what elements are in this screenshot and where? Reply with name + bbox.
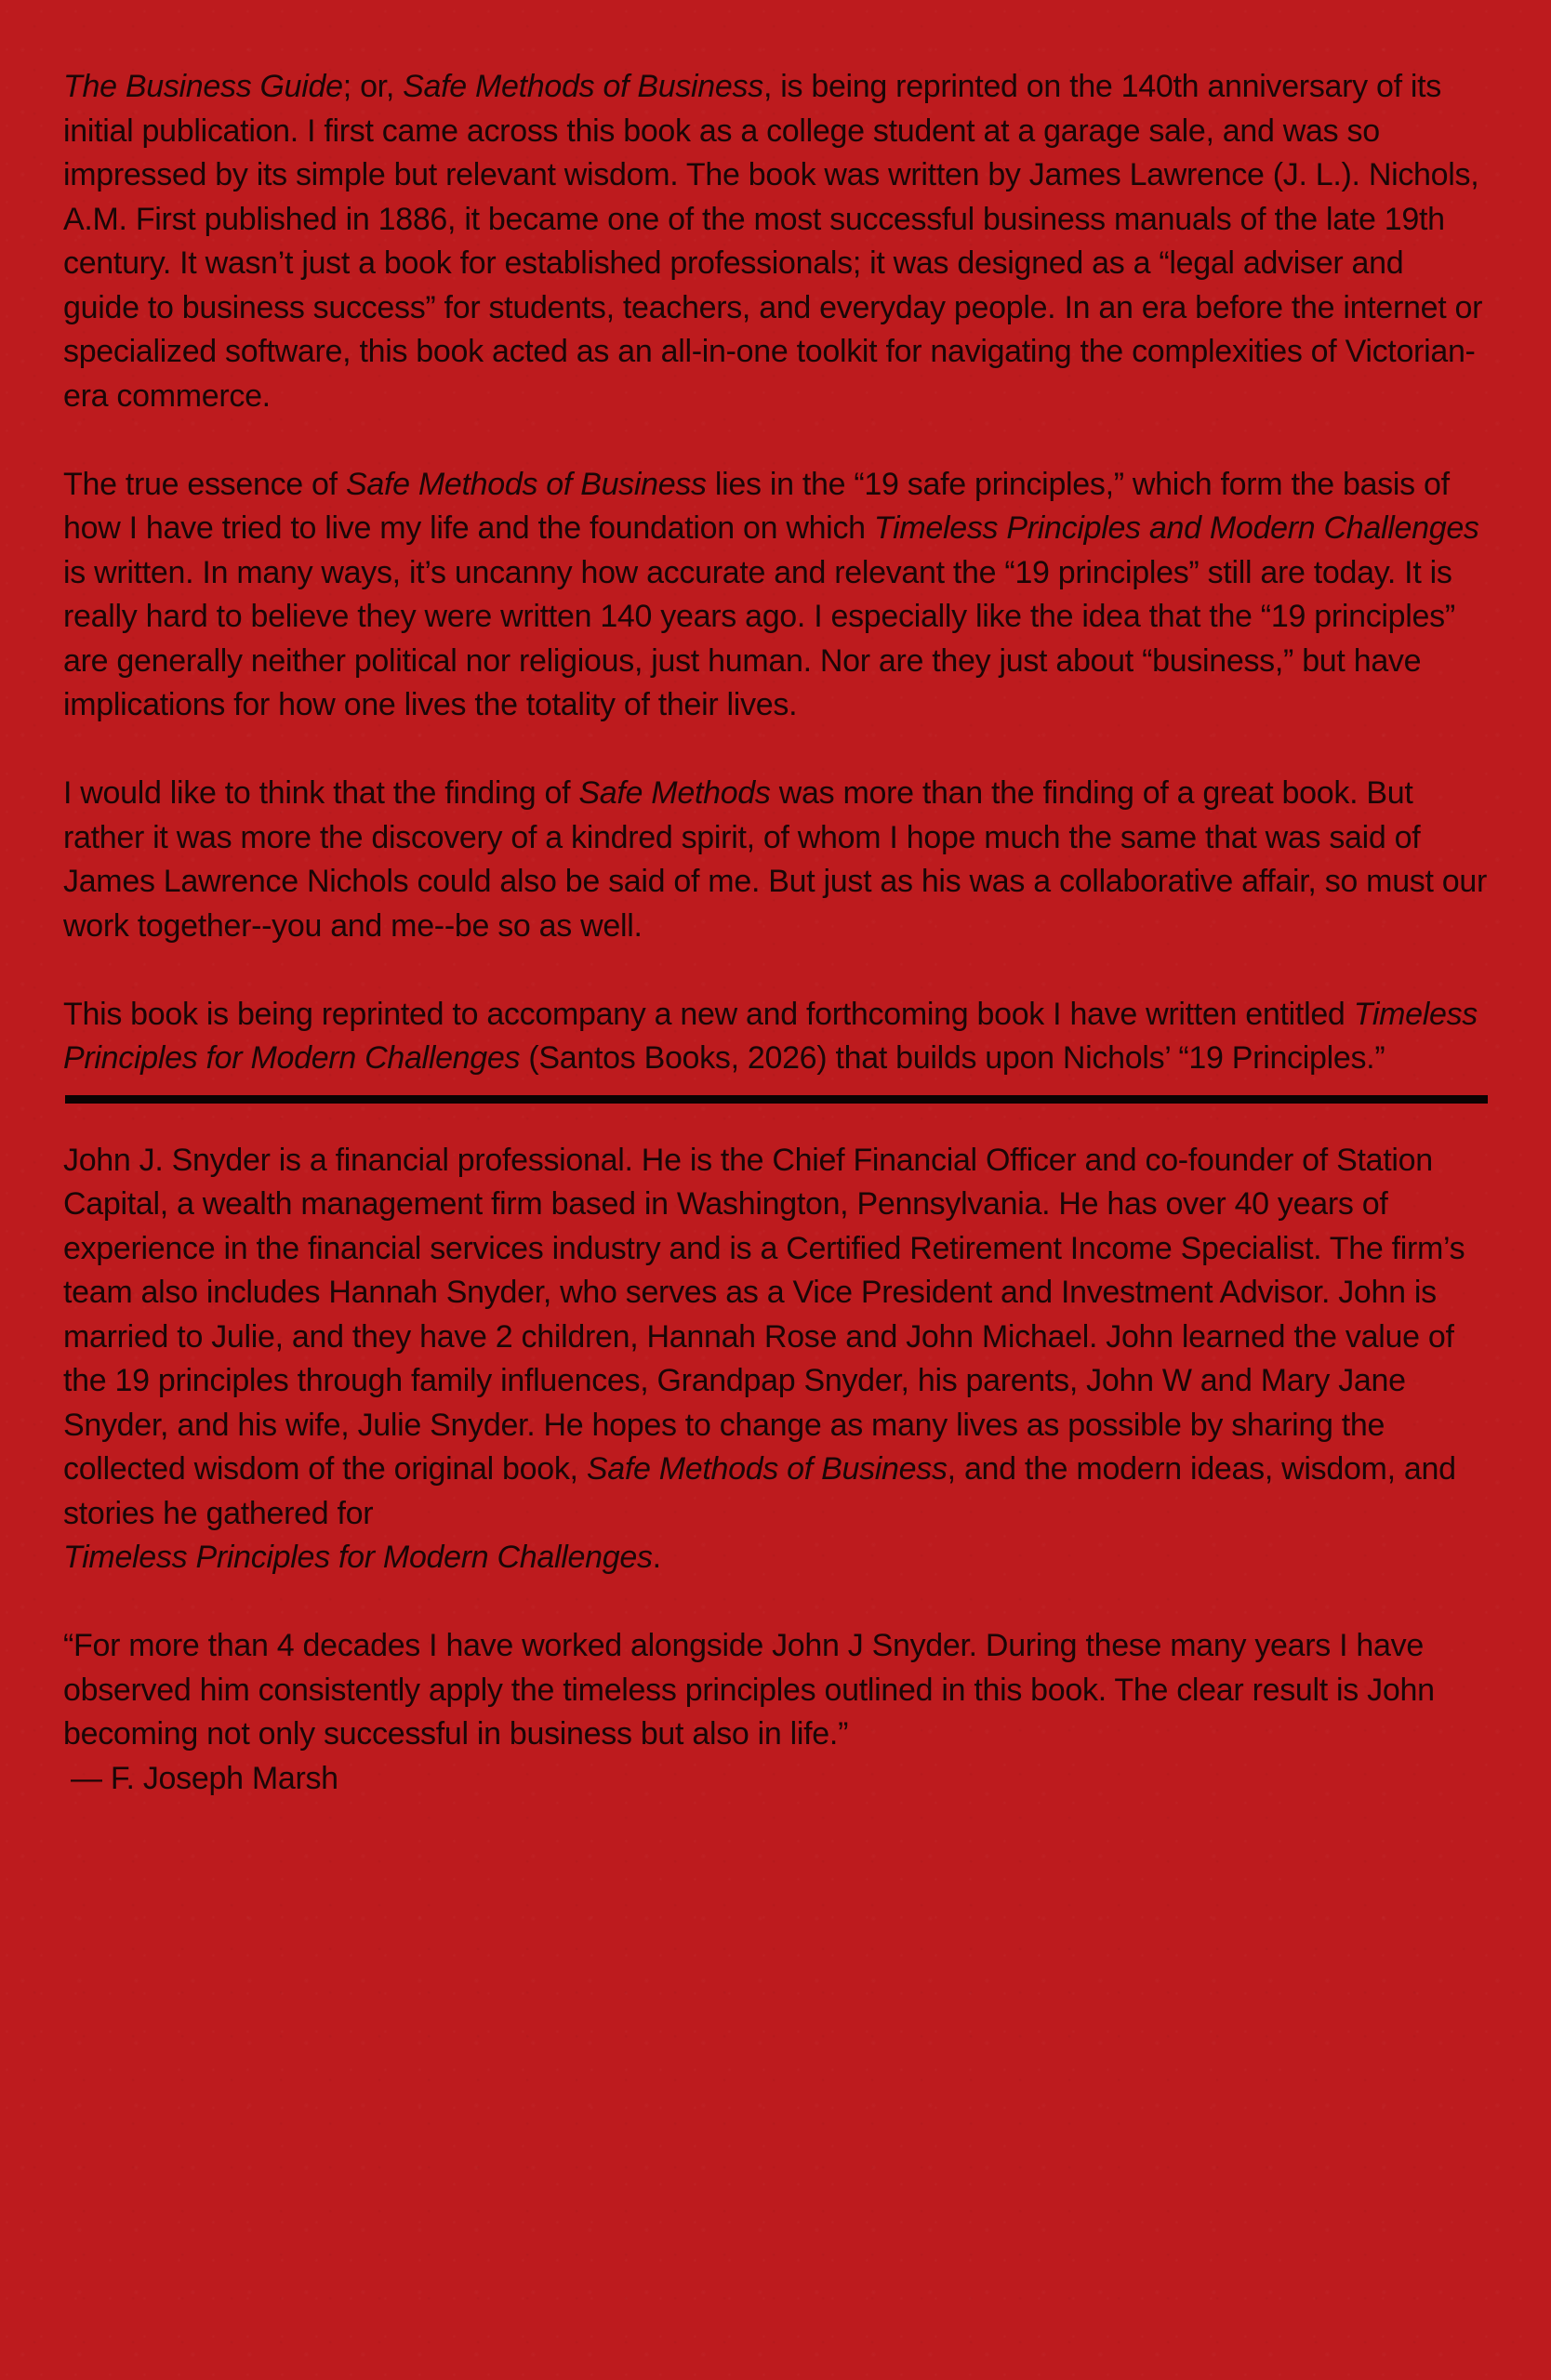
intro-paragraph-1-text: ; or, [342, 69, 404, 104]
intro-paragraph-3-text: I would like to think that the finding of [63, 775, 579, 811]
author-bio-text: . [652, 1540, 661, 1575]
intro-paragraph-4-text: (Santos Books, 2026) that builds upon Nichols’ “19 Principles.” [520, 1040, 1385, 1076]
intro-paragraph-2-text: The true essence of [63, 466, 346, 502]
book-title-timeless-principles: Timeless Principles for Modern Challenges [63, 1540, 653, 1575]
book-title-timeless-principles: Timeless Principles for Modern Challenges [63, 996, 1478, 1076]
testimonial [63, 1624, 1488, 1801]
intro-paragraph-2-text: is written. In many ways, it’s uncanny how accurate and relevant the “19 principles” still are today. It is really hard to believe they were written 140 years ago. I especially like the idea that the “19 principles” are generally neither political nor religious, just human. Nor are they just about “business,” but have implications for how one lives the totality of their lives. [63, 554, 1455, 722]
intro-paragraph-4 [63, 993, 1488, 1081]
intro-paragraph-2 [63, 463, 1488, 728]
book-title-business-guide: The Business Guide [63, 69, 343, 104]
book-title-timeless-principles: Timeless Principles and Modern Challenges [873, 510, 1479, 546]
author-bio-text: John J. Snyder is a financial professional. He is the Chief Financial Officer and co-founder of Station Capital, a wealth management firm based in Washington, Pennsylvania. He has over 40 years of experience in the financial services industry and is a Certified Retirement Income Specialist. The firm’s team also includes Hannah Snyder, who serves as a Vice President and Investment Advisor. John is married to Julie, and they have 2 children, Hannah Rose and John Michael. John learned the value of the 19 principles through family influences, Grandpap Snyder, his parents, John W and Mary Jane Snyder, and his wife, Julie Snyder. He hopes to change as many lives as possible by sharing the collected wisdom of the original book, [63, 1142, 1465, 1487]
testimonial-attribution: — F. Joseph Marsh [71, 1760, 338, 1796]
testimonial-quote: “For more than 4 decades I have worked alongside John J Snyder. During these many years I have observed him consistently apply the timeless principles outlined in this book. The clear result is John becoming not only successful in business but also in life.” [63, 1628, 1435, 1752]
book-title-safe-methods: Safe Methods of Business [586, 1451, 948, 1487]
author-bio [63, 1139, 1488, 1580]
book-title-safe-methods: Safe Methods of Business [345, 466, 707, 502]
section-divider [65, 1095, 1488, 1104]
cover-text-column [63, 65, 1488, 1801]
intro-paragraph-1 [63, 65, 1488, 418]
intro-paragraph-3-text: was more than the finding of a great book. But rather it was more the discovery of a kindred spirit, of whom I hope much the same that was said of James Lawrence Nichols could also be said of me. But just as his was a collaborative affair, so must our work together--you and me--be so as well. [63, 775, 1488, 944]
intro-paragraph-4-text: This book is being reprinted to accompany a new and forthcoming book I have written entitled [63, 996, 1354, 1032]
author-bio-text: , and the modern ideas, wisdom, and stories he gathered for [63, 1451, 1456, 1531]
intro-paragraph-2-text: lies in the “19 safe principles,” which form the basis of how I have tried to live my life and the foundation on which [63, 466, 1450, 546]
book-title-safe-methods: Safe Methods of Business [403, 69, 763, 104]
intro-paragraph-1-body: , is being reprinted on the 140th anniversary of its initial publication. I first came across this book as a college student at a garage sale, and was so impressed by its simple but relevant wisdom. The book was written by James Lawrence (J. L.). Nichols, A.M. First published in 1886, it became one of the most successful business manuals of the late 19th century. It wasn’t just a book for established professionals; it was designed as a “legal adviser and guide to business success” for students, teachers, and everyday people. In an era before the internet or specialized software, this book acted as an all-in-one toolkit for navigating the complexities of Victorian-era commerce. [63, 69, 1483, 414]
intro-paragraph-3 [63, 772, 1488, 948]
book-title-safe-methods-short: Safe Methods [578, 775, 771, 811]
